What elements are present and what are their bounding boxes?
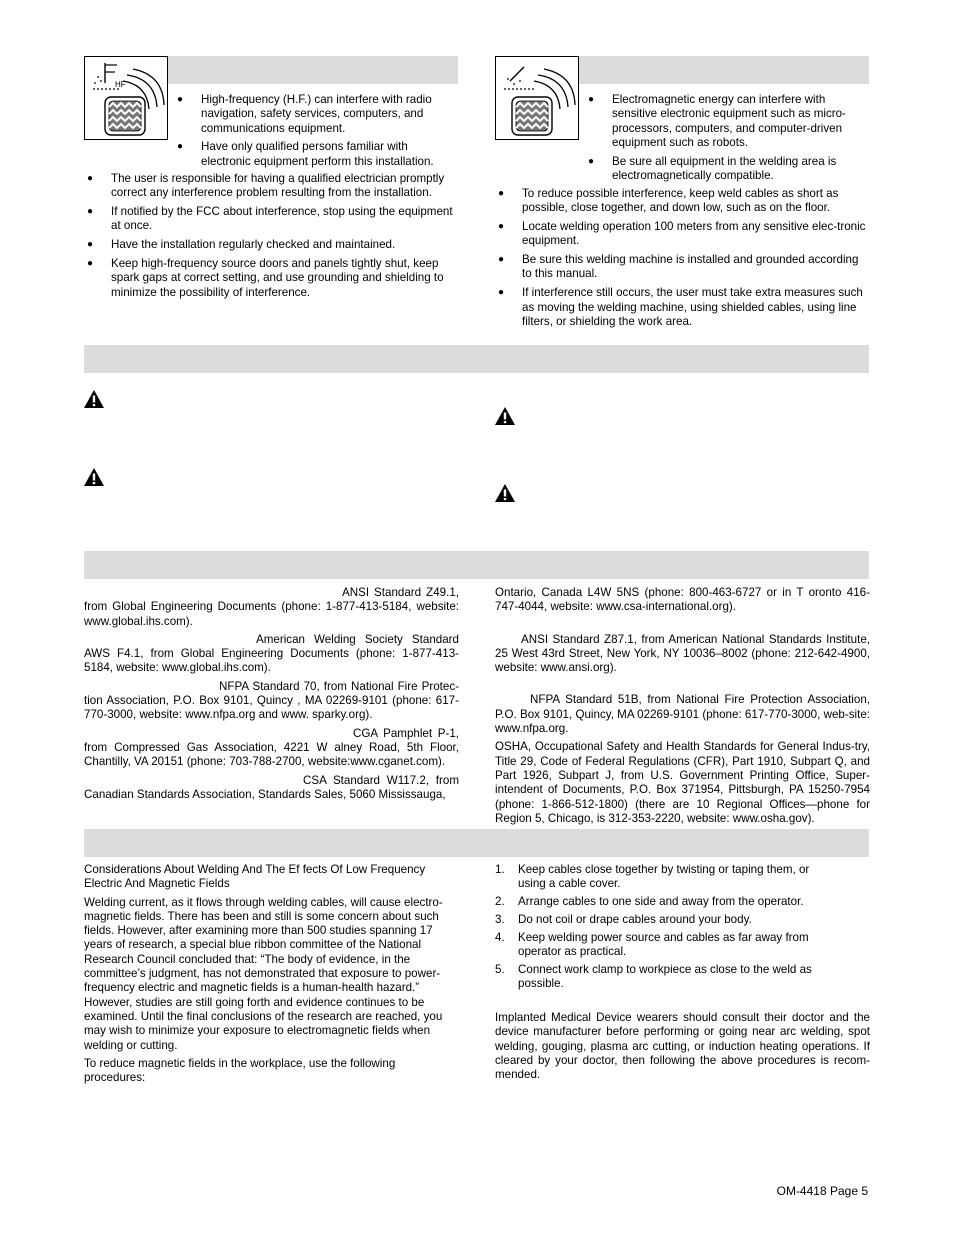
standards-section-header-bar: [84, 551, 869, 579]
item-number: 3.: [495, 913, 505, 927]
standard-reference: American Welding Society Standard AWS F4.1, from Global Engineering Documents (phone: 1-877-413-5184, website: www.global.ihs.com).: [84, 632, 459, 675]
em-top-bullet-list: [586, 93, 869, 188]
hf-bottom-bullet-list: [85, 172, 458, 304]
hf-section-header-bar: [168, 56, 458, 84]
emf-right-column: [495, 863, 870, 995]
list-item: [495, 863, 835, 892]
emf-section-header-bar: [84, 829, 869, 857]
hf-top-bullet-list: [175, 93, 458, 173]
list-item: ● The user is responsible for having a qualified electrician promptly correct any interference problem resulting from the installation.: [85, 172, 458, 201]
standard-reference: OSHA, Occupational Safety and Health Standards for General Indus-try, Title 29, Code of Federal Regulations (CFR), Part 1910, Subpart Q, and Part 1926, Subpart J, from U.S. Government Printing Office, Super-intendent of Documents, P.O. Box 371954, Pittsburgh, PA 15250-7954 (phone: 1-866-512-1800) (there are 10 Regional Offices—phone for Region 5, Chicago, is 312-353-2220, website: www.osha.gov).: [495, 740, 870, 825]
standard-reference: NFPA Standard 51B, from National Fire Protection Association, P.O. Box 9101, Quincy, MA 02269-9101 (phone: 617-770-3000, web-site: www.nfpa.org.: [495, 693, 870, 736]
list-item: [495, 963, 835, 992]
list-item: ● Electromagnetic energy can interfere with sensitive electronic equipment such as micro-processors, computers, and computer-driven equipment such as robots.: [586, 93, 869, 150]
item-text: Arrange cables to one side and away from the operator.: [518, 895, 804, 909]
standard-reference: ANSI Standard Z87.1, from American National Standards Institute, 25 West 43rd Street, New York, NY 10036–8002 (phone: 212-642-4900, website: www.ansi.org).: [495, 632, 870, 675]
hf-radiation-icon: [85, 57, 167, 139]
emf-procedures-intro: To reduce magnetic fields in the workplace, use the following procedures:: [84, 1056, 396, 1085]
list-item: ● If interference still occurs, the user must take extra measures such as moving the welding machine, using shielded cables, using line filters, or shielding the work area.: [496, 286, 869, 329]
emf-left-column: [84, 863, 459, 1089]
list-item: ● High-frequency (H.F.) can interfere with radio navigation, safety services, computers, and communications equipment.: [175, 93, 458, 136]
standard-reference: CGA Pamphlet P-1, from Compressed Gas Association, 4221 W alney Road, 5th Floor, Chantilly, VA 20151 (phone: 703-788-2700, website:www.cganet.com).: [84, 726, 459, 769]
warning-section-header-bar: [84, 345, 869, 373]
standards-right-column: [495, 586, 870, 830]
item-number: 2.: [495, 895, 505, 909]
implant-note: Implanted Medical Device wearers should consult their doctor and the device manufacturer before performing or going near arc welding, spot welding, gouging, plasma arc cutting, or induction heating operations. If cleared by your doctor, then following the above procedures is recom-mended.: [495, 1011, 870, 1082]
list-item: ● Be sure this welding machine is installed and grounded according to this manual.: [496, 253, 869, 282]
page-number: OM-4418 Page 5: [776, 1184, 868, 1198]
hf-interference-icon: [84, 56, 168, 140]
emf-heading: Considerations About Welding And The Ef fects Of Low Frequency Electric And Magnetic Fields: [84, 863, 426, 891]
item-number: 4.: [495, 930, 505, 944]
item-number: 5.: [495, 963, 505, 977]
list-item: ● To reduce possible interference, keep weld cables as short as possible, close together, and down low, such as on the floor.: [496, 187, 869, 216]
warning-triangle-icon: [494, 483, 516, 503]
standard-reference: CSA Standard W117.2, from Canadian Standards Association, Standards Sales, 5060 Mississauga,: [84, 773, 459, 801]
warning-triangle-icon: [494, 406, 516, 426]
warning-triangle-icon: [83, 389, 105, 409]
warning-triangle-icon: [83, 467, 105, 487]
standard-reference: Ontario, Canada L4W 5NS (phone: 800-463-6727 or in T oronto 416-747-4044, website: www.csa-international.org).: [495, 586, 870, 614]
standard-reference: NFPA Standard 70, from National Fire Protec-tion Association, P.O. Box 9101, Quincy , MA 02269-9101 (phone: 617-770-3000, website: www.nfpa.org and www. sparky.org).: [84, 679, 459, 722]
list-item: ● Keep high-frequency source doors and panels tightly shut, keep spark gaps at correct setting, and use grounding and shielding to minimize the possibility of interference.: [85, 257, 458, 300]
list-item: [495, 931, 835, 960]
item-text: Do not coil or drape cables around your body.: [518, 913, 752, 927]
standards-left-column: [84, 586, 459, 806]
em-bottom-bullet-list: [496, 187, 869, 334]
em-section-header-bar: [579, 56, 869, 84]
list-item: ● Have the installation regularly checked and maintained.: [85, 238, 458, 252]
list-item: ● Locate welding operation 100 meters from any sensitive elec-tronic equipment.: [496, 220, 869, 249]
emf-procedure-list: [495, 863, 835, 992]
hf-label: HF: [115, 80, 126, 89]
list-item: [495, 895, 835, 909]
emf-body-text: Welding current, as it flows through welding cables, will cause electro-magnetic fields. There has been and still is some concern about such fields. However, after examining more than 500 studies spanning 17 years of research, a special blue ribbon committee of the National Research Council concluded that: “The body of evidence, in the committee’s judgment, has not demonstrated that exposure to power-frequency electric and magnetic fields is a human-health hazard.” However, studies are still going forth and evidence continues to be examined. Until the final conclusions of the research are reached, you may wish to minimize your exposure to electromagnetic fields when welding or cutting.: [84, 895, 443, 1052]
item-text: Keep cables close together by twisting or taping them, or using a cable cover.: [518, 863, 810, 891]
arc-radiation-icon: [496, 57, 578, 139]
list-item: ● If notified by the FCC about interference, stop using the equipment at once.: [85, 205, 458, 234]
standard-reference: ANSI Standard Z49.1, from Global Engineering Documents (phone: 1-877-413-5184, website: www.global.ihs.com).: [84, 586, 459, 628]
item-text: Keep welding power source and cables as far away from operator as practical.: [518, 930, 809, 959]
em-interference-icon: [495, 56, 579, 140]
item-number: 1.: [495, 863, 505, 876]
list-item: ● Be sure all equipment in the welding area is electromagnetically compatible.: [586, 155, 869, 184]
item-text: Connect work clamp to workpiece as close to the weld as possible.: [518, 963, 812, 991]
list-item: ● Have only qualified persons familiar with electronic equipment perform this installation.: [175, 140, 458, 169]
list-item: [495, 913, 835, 927]
